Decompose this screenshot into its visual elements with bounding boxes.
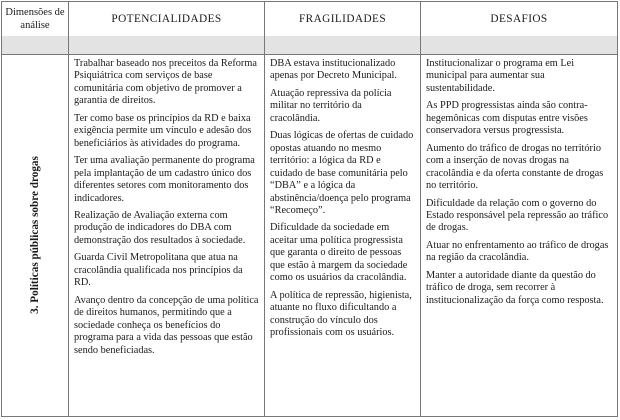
fragilidade-item: Dificuldade da sociedade em aceitar uma política progressista que garanta o direito de pessoas que estão à margem da sociedade como os usuários da cracolândia. — [270, 222, 408, 284]
potencialidade-item: Trabalhar baseado nos preceitos da Reforma Psiquiátrica com serviços de base comunitária com objetivo de promover a garantia de direitos. — [74, 58, 257, 107]
desafio-item: Atuar no enfrentamento ao tráfico de drogas na região da cracolândia. — [426, 239, 609, 264]
desafio-item: Institucionalizar o programa em Lei municipal para aumentar sua sustentabilidade. — [426, 58, 575, 94]
analysis-table — [1, 1, 618, 417]
desafio-item: Manter a autoridade diante da questão do tráfico de droga, sem recorrer à institucionalização da força como resposta. — [426, 269, 604, 306]
potencialidade-item: Guarda Civil Metropolitana que atua na cracolândia qualificada nos princípios da RD. — [74, 252, 243, 289]
potencialidade-item: Ter como base os princípios da RD e baixa exigência permite um vínculo e adesão dos beneficiários às atividades do programa. — [74, 112, 252, 149]
gray-separator-row — [2, 36, 617, 54]
fragilidades-column — [270, 54, 414, 345]
header-fragilidades: FRAGILIDADES — [298, 13, 387, 25]
fragilidade-item: DBA estava institucionalizado apenas por Decreto Municipal. — [270, 58, 397, 82]
potencialidades-column — [74, 54, 260, 362]
potencialidade-item: Realização de Avaliação externa com produção de indicadores do DBA com demonstração dos resultados à sociedade. — [74, 209, 246, 246]
fragilidade-item: A política de repressão, higienista, atuante no fluxo dificultando a construção do vínculo dos profissionais com os usuários. — [270, 289, 412, 339]
desafio-item: Aumento do tráfico de drogas no território com a inserção de novas drogas na cracolândia e da oferta constante de drogas no território. — [426, 142, 604, 192]
row-label-cell — [2, 54, 68, 416]
header-potencialidades: POTENCIALIDADES — [111, 13, 222, 25]
column-divider-1 — [68, 2, 69, 416]
fragilidade-item: Duas lógicas de ofertas de cuidado opostas atuando no mesmo território: a lógica da RD e cuidado de base comunitária pelo “DBA” e a lógica da abstinência/doença pelo programa “Recomeço”. — [270, 130, 414, 216]
potencialidade-item: Ter uma avaliação permanente do programa pela implantação de um cadastro único dos diferentes setores com monitoramento dos indicadores. — [74, 155, 255, 204]
column-divider-2 — [264, 2, 265, 416]
row-label: 3. Políticas públicas sobre drogas — [29, 156, 41, 314]
desafio-item: As PPD progressistas ainda são contra-hegemônicas com disputas entre visões conservadora versus progressista. — [426, 100, 588, 137]
column-divider-3 — [420, 2, 421, 416]
desafio-item: Dificuldade da relação com o governo do Estado responsável pela repressão ao tráfico de drogas. — [426, 197, 609, 234]
fragilidade-item: Atuação repressiva da polícia militar no território da cracolândia. — [270, 87, 392, 124]
potencialidade-item: Avanço dentro da concepção de uma política de direitos humanos, permitindo que a sociedade conheça os benefícios do programa para a vida das pessoas que estão sendo beneficiadas. — [74, 294, 259, 356]
desafios-column — [426, 54, 614, 312]
header-desafios: DESAFIOS — [490, 13, 548, 25]
header-dimensoes: Dimensões de análise — [5, 7, 65, 31]
